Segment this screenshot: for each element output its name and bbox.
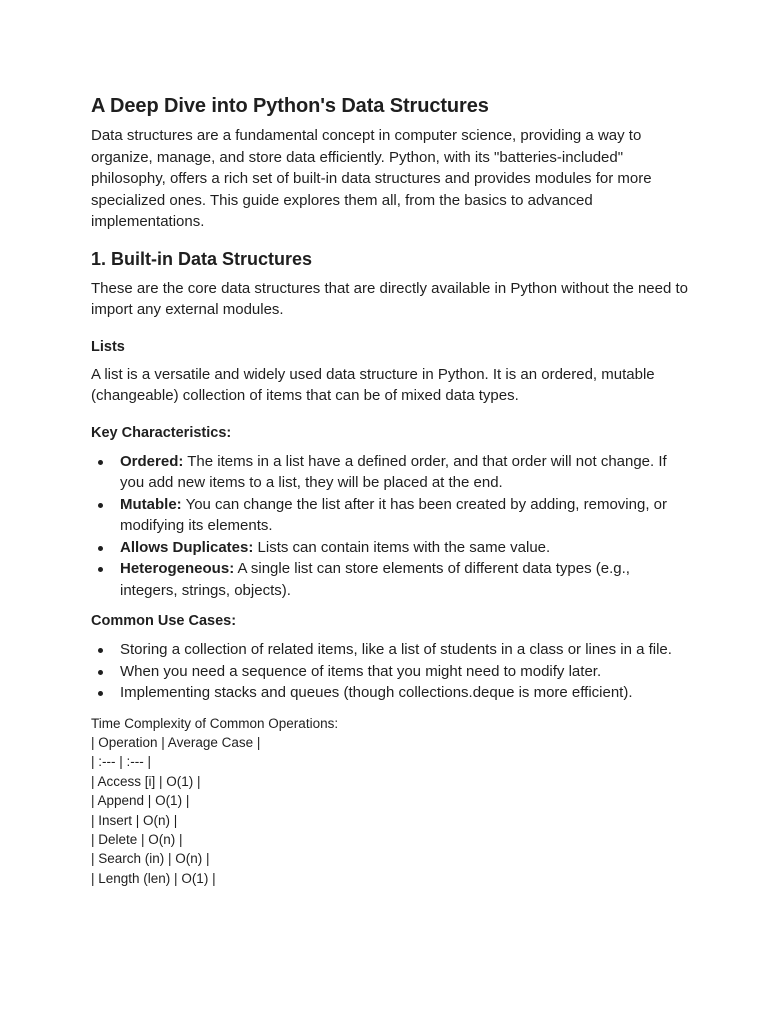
bullet-icon bbox=[98, 691, 103, 696]
list-item bbox=[91, 639, 691, 661]
bullet-icon bbox=[98, 648, 103, 653]
item-text: A single list can store elements of different data types (e.g., integers, strings, objects). bbox=[120, 560, 630, 599]
complexity-line: | Delete | O(n) | bbox=[91, 831, 183, 847]
item-text: You can change the list after it has been created by adding, removing, or modifying its elements. bbox=[120, 495, 667, 534]
complexity-line: | :--- | :--- | bbox=[91, 754, 151, 770]
item-term: Mutable: bbox=[120, 495, 182, 513]
document-page bbox=[91, 92, 691, 888]
section-heading-built-in: 1. Built-in Data Structures bbox=[91, 248, 313, 269]
bullet-icon bbox=[98, 567, 103, 572]
complexity-line: | Append | O(1) | bbox=[91, 793, 190, 809]
list-item bbox=[91, 682, 691, 704]
use-cases-heading: Common Use Cases: bbox=[91, 613, 237, 629]
use-cases-list bbox=[91, 639, 691, 704]
list-item bbox=[91, 558, 691, 601]
complexity-line: | Insert | O(n) | bbox=[91, 812, 178, 828]
item-text: When you need a sequence of items that you might need to modify later. bbox=[120, 662, 602, 680]
item-text: Lists can contain items with the same value. bbox=[253, 538, 551, 556]
lists-description: A list is a versatile and widely used data structure in Python. It is an ordered, mutable (changeable) collection of items that can be of mixed data types. bbox=[91, 365, 655, 404]
item-text: Storing a collection of related items, like a list of students in a class or lines in a file. bbox=[120, 641, 672, 658]
list-item bbox=[91, 451, 691, 494]
item-text: The items in a list have a defined order, and that order will not change. If you add new items to a list, they will be placed at the end. bbox=[120, 452, 667, 491]
list-item bbox=[91, 494, 691, 537]
item-term: Ordered: bbox=[120, 452, 184, 470]
complexity-line: | Operation | Average Case | bbox=[91, 734, 261, 750]
key-characteristics-heading: Key Characteristics: bbox=[91, 424, 232, 441]
item-term: Allows Duplicates: bbox=[120, 538, 254, 556]
list-item bbox=[91, 661, 691, 683]
item-text: Implementing stacks and queues (though collections.deque is more efficient). bbox=[120, 684, 633, 701]
bullet-icon bbox=[98, 503, 103, 508]
complexity-line: | Search (in) | O(n) | bbox=[91, 851, 210, 867]
bullet-icon bbox=[98, 670, 103, 675]
time-complexity-block bbox=[91, 714, 691, 889]
section-description: These are the core data structures that are directly available in Python without the need to import any external modules. bbox=[91, 279, 689, 318]
page-title: A Deep Dive into Python's Data Structures bbox=[91, 95, 489, 117]
subsection-heading-lists: Lists bbox=[91, 338, 125, 355]
complexity-line: | Length (len) | O(1) | bbox=[91, 870, 216, 886]
intro-paragraph: Data structures are a fundamental concept in computer science, providing a way to organize, manage, and store data efficiently. Python, with its "batteries-included" philosophy, offers a rich set of built-in data structures and provides modules for more specialized ones. This guide explores them all, from the basics to advanced implementations. bbox=[91, 127, 652, 230]
item-term: Heterogeneous: bbox=[120, 560, 235, 577]
complexity-line: Time Complexity of Common Operations: bbox=[91, 715, 339, 731]
bullet-icon bbox=[98, 460, 103, 465]
list-item bbox=[91, 537, 691, 559]
key-characteristics-list bbox=[91, 451, 691, 602]
complexity-line: | Access [i] | O(1) | bbox=[91, 773, 201, 789]
bullet-icon bbox=[98, 546, 103, 551]
